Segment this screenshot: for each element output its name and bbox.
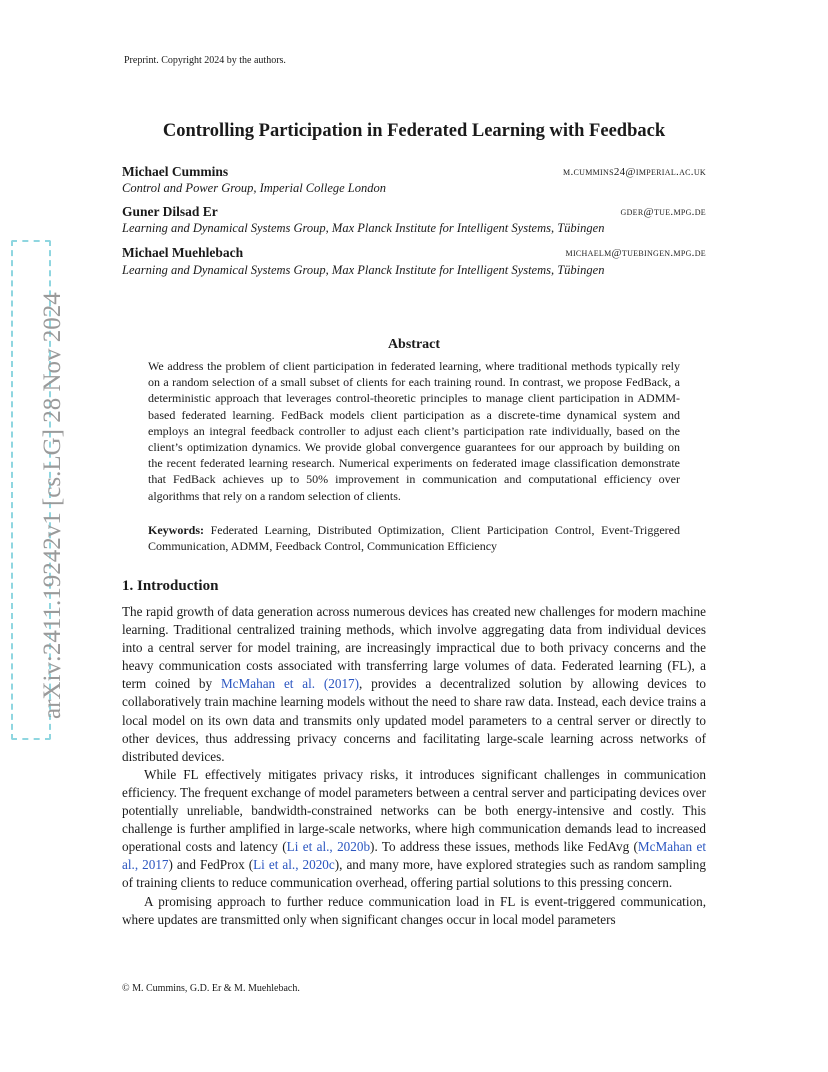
preprint-notice: Preprint. Copyright 2024 by the authors.	[124, 55, 286, 66]
citation-link[interactable]: Li et al., 2020b	[286, 839, 371, 855]
paper-title: Controlling Participation in Federated Learning with Feedback	[162, 121, 666, 141]
abstract-text: We address the problem of client participation in federated learning, where traditional methods typically rely on a random selection of a small subset of clients for each training round. In contrast, we propose FedBack, a deterministic approach that leverages control-theoretic principles to manage client participation in ADMM-based federated learning. FedBack models client participation as a discrete-time dynamical system and employs an integral feedback controller to adjust each client’s participation rate individually, based on the client’s optimization dynamics. We provide global convergence guarantees for our approach by building on the recent federated learning research. Numerical experiments on federated image classification demonstrate that FedBack achieves up to 50% improvement in communication and computational efficiency over algorithms that rely on a random selection of clients.	[148, 359, 680, 503]
author-name: Guner Dilsad Er	[122, 204, 218, 219]
paragraph-text: A promising approach to further reduce communication load in FL is event-triggered communication, where updates are transmitted only when significant changes occur in local model parameters	[122, 893, 706, 927]
section-title: 1. Introduction	[122, 578, 219, 594]
author-email[interactable]: gder@tue.mpg.de	[620, 206, 706, 218]
paragraph-text: While FL effectively mitigates privacy risks, it introduces significant challenges in communication efficiency. The frequent exchange of model parameters between a central server and participating devices over potentially unreliable, bandwidth-constrained networks can be both energy-intensive and costly. This challenge is further amplified in large-scale networks, where high communication demands lead to increased operational costs and latency (	[122, 766, 706, 855]
arxiv-stamp[interactable]	[11, 240, 66, 740]
paragraph-text: , provides a decentralized solution by allowing devices to collaboratively train machine learning models without the need to share raw data. Instead, each device trains a local model on its own data and transmits only updated model parameters to a central server or directly to other devices, thus addressing privacy concerns and facilitating large-scale learning across networks of distributed devices.	[122, 676, 706, 764]
paragraph	[122, 603, 706, 766]
citation-link[interactable]: McMahan et al., 2017	[122, 839, 706, 873]
paragraph	[122, 893, 706, 929]
arxiv-stamp-text: arXiv:2411.19242v1 [cs.LG] 28 Nov 2024	[39, 292, 66, 719]
author-affiliation: Learning and Dynamical Systems Group, Max Planck Institute for Intelligent Systems, Tübingen	[122, 221, 605, 235]
author-email[interactable]: m.cummins24@imperial.ac.uk	[563, 166, 706, 178]
paragraph-text: The rapid growth of data generation across numerous devices has created new challenges for modern machine learning. Traditional centralized training methods, which involve aggregating data from individual devices into a central server for model training, are increasingly impractical due to both privacy concerns and the heavy communication costs associated with transferring large volumes of data. Federated learning (FL), a term coined by	[122, 604, 706, 692]
paragraph-text: ) and FedProx (	[168, 857, 254, 873]
author-name: Michael Cummins	[122, 164, 229, 179]
introduction-body	[122, 603, 706, 929]
paragraph-text: ), and many more, have explored strategies such as random sampling of training clients to reduce communication overhead, offering partial solutions to this pressing concern.	[122, 857, 706, 891]
copyright-footer: © M. Cummins, G.D. Er & M. Muehlebach.	[122, 983, 300, 994]
author-email[interactable]: michaelm@tuebingen.mpg.de	[565, 247, 706, 259]
author-name: Michael Muehlebach	[122, 245, 244, 260]
author-affiliation: Control and Power Group, Imperial College London	[122, 181, 387, 195]
abstract-heading: Abstract	[387, 337, 441, 352]
keywords-list: Federated Learning, Distributed Optimization, Client Participation Control, Event-Triggered Communication, ADMM, Feedback Control, Communication Efficiency	[148, 523, 680, 554]
paragraph-text: ). To address these issues, methods like FedAvg (	[370, 839, 638, 855]
citation-link[interactable]: McMahan et al. (2017)	[220, 676, 360, 692]
citation-link[interactable]: Li et al., 2020c	[253, 857, 335, 873]
author-affiliation: Learning and Dynamical Systems Group, Max Planck Institute for Intelligent Systems, Tübingen	[122, 263, 605, 277]
keywords-label: Keywords:	[148, 523, 204, 537]
keywords	[148, 522, 680, 554]
paragraph	[122, 766, 706, 893]
